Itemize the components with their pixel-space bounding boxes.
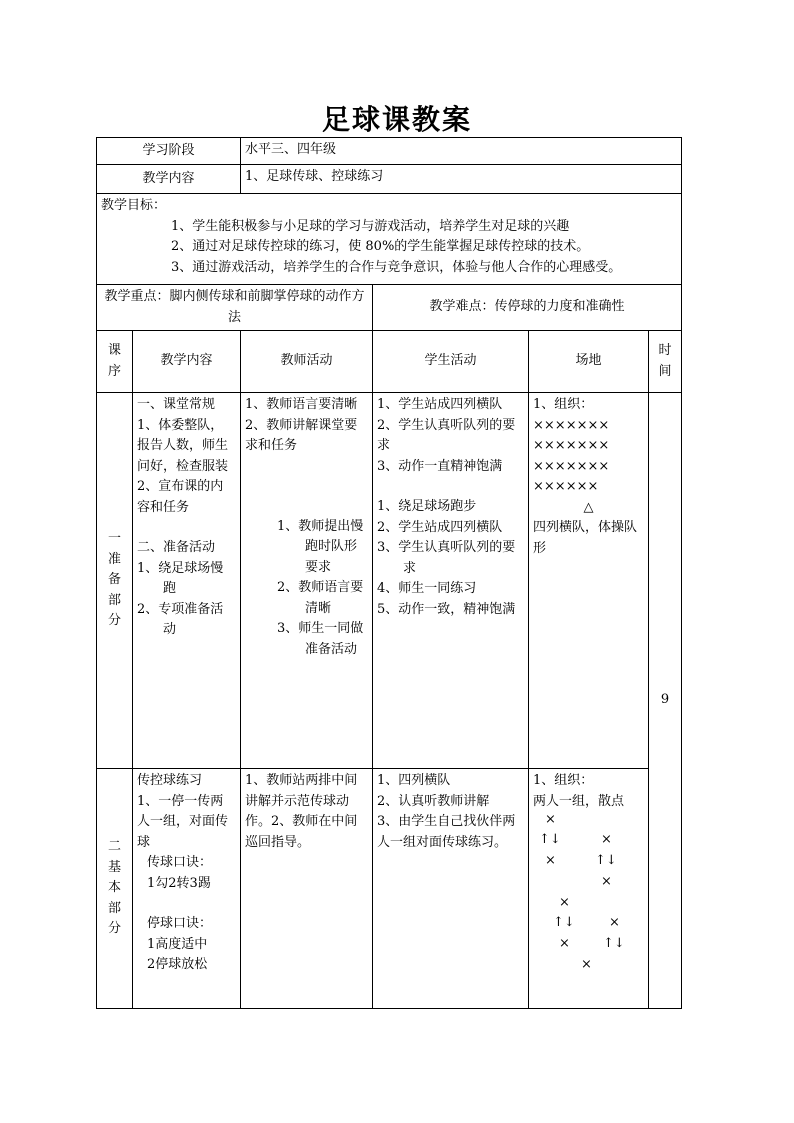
student-mark: ×: [601, 832, 612, 847]
goals-row: [97, 194, 682, 285]
pass-arrows-icon: ↑↓: [539, 832, 561, 847]
goals-cell: [97, 194, 682, 285]
header-row: [97, 331, 682, 393]
time-value: 9: [649, 393, 682, 1009]
section-basic: [97, 769, 682, 1009]
pair-formation: [533, 812, 644, 1002]
student-mark: ×: [609, 915, 620, 930]
student-mark: ×: [559, 895, 570, 910]
header-teacher: 教师活动: [241, 331, 373, 393]
section1-label: 一 准 备 部 分: [97, 393, 133, 769]
goal-item: 1、学生能积极参与小足球的学习与游戏活动，培养学生对足球的兴趣: [171, 218, 570, 234]
pass-arrows-icon: ↑↓: [553, 915, 575, 930]
difficulty: 教学难点：传停球的力度和准确性: [373, 285, 682, 331]
key-point: 教学重点：脚内侧传球和前脚掌停球的动作方法: [97, 285, 373, 331]
header-order: 课 序: [97, 331, 133, 393]
stage-label: 学习阶段: [97, 138, 241, 165]
content-label: 教学内容: [97, 165, 241, 194]
section2-content: 传控球练习 1、一停一传两人一组，对面传球 传球口诀： 1勾2转3踢 停球口诀： 1高度适中 2停球放松: [133, 769, 241, 1009]
header-venue: 场地: [529, 331, 649, 393]
section1-student: 1、学生站成四列横队 2、学生认真听队列的要求 3、动作一直精神饱满 1、绕足球场跑步 2、学生站成四列横队 3、学生认真听队列的要求 4、师生一同练习 5、动作一致，精神饱满: [373, 393, 529, 769]
stage-row: [97, 138, 682, 165]
header-time: 时 间: [649, 331, 682, 393]
student-mark: ×: [601, 874, 612, 889]
page-title: 足球课教案: [321, 103, 472, 136]
section2-venue: 1、组织： 两人一组，散点 × ↑↓ × × ↑↓ × × ↑↓ × × ↑↓ ×: [529, 769, 649, 1009]
student-mark: ×: [581, 957, 592, 972]
section-preparation: [97, 393, 682, 769]
goal-item: 2、通过对足球传控球的练习，使 80%的学生能掌握足球传控球的技术。: [171, 239, 590, 254]
formation-row: ×××××××: [533, 417, 610, 433]
stage-value: 水平三、四年级: [241, 138, 682, 165]
header-student: 学生活动: [373, 331, 529, 393]
lesson-plan-table: [96, 137, 682, 1009]
student-mark: ×: [545, 812, 556, 827]
header-content: 教学内容: [133, 331, 241, 393]
focus-row: [97, 285, 682, 331]
goals-label: 教学目标：: [101, 198, 167, 213]
section1-content: 一、课堂常规 1、体委整队，报告人数，师生问好，检查服装 2、宣布课的内容和任务 二、准备活动 1、绕足球场慢跑 2、专项准备活动: [133, 393, 241, 769]
content-row: [97, 165, 682, 194]
section1-venue: 1、组织： ××××××× ××××××× ××××××× ×××××× △ 四列横队，体操队形: [529, 393, 649, 769]
pass-arrows-icon: ↑↓: [595, 853, 617, 868]
student-mark: ×: [545, 853, 556, 868]
goal-item: 3、通过游戏活动，培养学生的合作与竞争意识，体验与他人合作的心理感受。: [171, 259, 622, 275]
section2-teacher: 1、教师站两排中间讲解并示范传球动作。2、教师在中间巡回指导。: [241, 769, 373, 1009]
formation-row: ××××××: [533, 479, 599, 494]
student-mark: ×: [559, 936, 570, 951]
section1-teacher: 1、教师语言要清晰 2、教师讲解课堂要求和任务 1、教师提出慢跑时队形要求 2、教师语言要清晰 3、师生一同做准备活动: [241, 393, 373, 769]
section2-label: 二 基 本 部 分: [97, 769, 133, 1009]
section2-student: 1、四列横队 2、认真听教师讲解 3、由学生自己找伙伴两人一组对面传球练习。: [373, 769, 529, 1009]
teacher-triangle-icon: △: [583, 499, 594, 515]
pass-arrows-icon: ↑↓: [603, 936, 625, 951]
formation-row: ×××××××: [533, 458, 610, 474]
formation-row: ×××××××: [533, 438, 610, 453]
content-value: 1、足球传球、控球练习: [241, 165, 682, 194]
